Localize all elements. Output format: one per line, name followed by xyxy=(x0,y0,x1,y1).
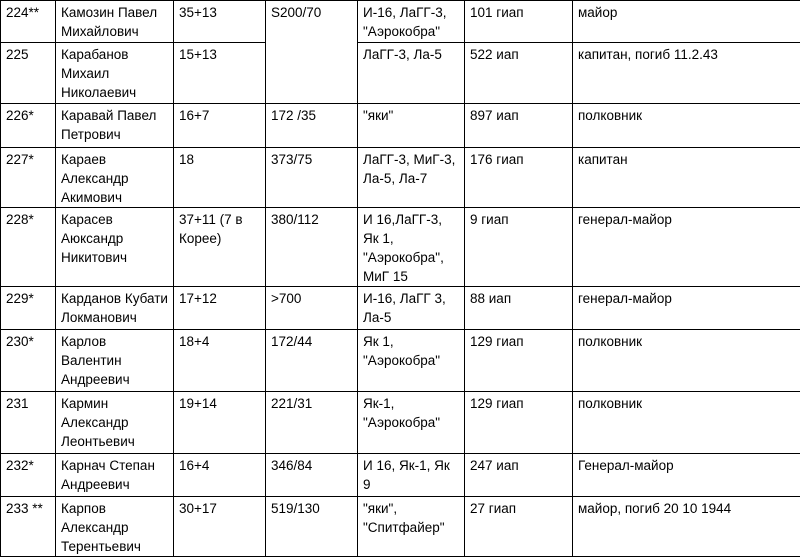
cell-regiment: 101 гиап xyxy=(465,1,573,43)
cell-name: Караев Александр Акимович xyxy=(56,148,174,208)
cell-name: Каравай Павел Петрович xyxy=(56,104,174,148)
cell-victories: 18 xyxy=(174,148,266,208)
cell-regiment: 129 гиап xyxy=(465,392,573,454)
cell-sorties: 172/44 xyxy=(266,330,358,392)
cell-victories: 37+11 (7 в Корее) xyxy=(174,208,266,287)
cell-number: 228* xyxy=(1,208,56,287)
cell-aircraft: Як-1, "Аэрокобра" xyxy=(358,392,465,454)
cell-regiment: 88 иап xyxy=(465,287,573,330)
cell-victories: 35+13 xyxy=(174,1,266,43)
cell-sorties xyxy=(266,43,358,104)
cell-sorties: 221/31 xyxy=(266,392,358,454)
cell-number: 233 ** xyxy=(1,497,56,557)
cell-name: Карлов Валентин Андреевич xyxy=(56,330,174,392)
cell-victories: 30+17 xyxy=(174,497,266,557)
table-row xyxy=(1,148,800,208)
table-row xyxy=(1,454,800,497)
cell-rank: Генерал-майор xyxy=(573,454,800,497)
cell-victories: 15+13 xyxy=(174,43,266,104)
cell-rank: майор, погиб 20 10 1944 xyxy=(573,497,800,557)
cell-sorties: >700 xyxy=(266,287,358,330)
cell-number: 225 xyxy=(1,43,56,104)
cell-number: 226* xyxy=(1,104,56,148)
cell-rank: капитан xyxy=(573,148,800,208)
cell-aircraft: "яки" xyxy=(358,104,465,148)
cell-aircraft: И-16, ЛаГГ 3, Ла-5 xyxy=(358,287,465,330)
cell-number: 230* xyxy=(1,330,56,392)
cell-victories: 19+14 xyxy=(174,392,266,454)
cell-number: 227* xyxy=(1,148,56,208)
table-row xyxy=(1,1,800,43)
cell-sorties: S200/70 xyxy=(266,1,358,43)
cell-rank: генерал-майор xyxy=(573,287,800,330)
cell-victories: 17+12 xyxy=(174,287,266,330)
cell-name: Карданов Кубати Локманович xyxy=(56,287,174,330)
cell-aircraft: И 16, Як-1, Як 9 xyxy=(358,454,465,497)
cell-regiment: 129 гиап xyxy=(465,330,573,392)
cell-rank: полковник xyxy=(573,104,800,148)
cell-name: Камозин Павел Михайлович xyxy=(56,1,174,43)
cell-rank: генерал-майор xyxy=(573,208,800,287)
cell-name: Карасев Аюксандр Никитович xyxy=(56,208,174,287)
cell-number: 229* xyxy=(1,287,56,330)
cell-victories: 16+7 xyxy=(174,104,266,148)
cell-aircraft: ЛаГГ-3, МиГ-3, Ла-5, Ла-7 xyxy=(358,148,465,208)
cell-name: Карпов Александр Терентьевич xyxy=(56,497,174,557)
cell-sorties: 519/130 xyxy=(266,497,358,557)
cell-rank: полковник xyxy=(573,330,800,392)
table-row xyxy=(1,497,800,557)
cell-aircraft: "яки", "Спитфайер" xyxy=(358,497,465,557)
cell-rank: капитан, погиб 11.2.43 xyxy=(573,43,800,104)
table-row xyxy=(1,104,800,148)
table-row xyxy=(1,208,800,287)
cell-rank: полковник xyxy=(573,392,800,454)
cell-regiment: 27 гиап xyxy=(465,497,573,557)
cell-victories: 18+4 xyxy=(174,330,266,392)
cell-name: Карабанов Михаил Николаевич xyxy=(56,43,174,104)
cell-sorties: 380/112 xyxy=(266,208,358,287)
cell-regiment: 522 иап xyxy=(465,43,573,104)
cell-rank: майор xyxy=(573,1,800,43)
cell-aircraft: И-16, ЛаГГ-3, "Аэрокобра" xyxy=(358,1,465,43)
cell-aircraft: И 16,ЛаГГ-3, Як 1, "Аэрокобра", МиГ 15 xyxy=(358,208,465,287)
table-row xyxy=(1,330,800,392)
cell-name: Карнач Степан Андреевич xyxy=(56,454,174,497)
cell-number: 224** xyxy=(1,1,56,43)
cell-victories: 16+4 xyxy=(174,454,266,497)
cell-aircraft: ЛаГГ-3, Ла-5 xyxy=(358,43,465,104)
cell-regiment: 176 гиап xyxy=(465,148,573,208)
cell-number: 232* xyxy=(1,454,56,497)
cell-sorties: 172 /35 xyxy=(266,104,358,148)
cell-sorties: 346/84 xyxy=(266,454,358,497)
table-row xyxy=(1,43,800,104)
cell-regiment: 897 иап xyxy=(465,104,573,148)
cell-regiment: 247 иап xyxy=(465,454,573,497)
cell-name: Кармин Александр Леонтьевич xyxy=(56,392,174,454)
cell-number: 231 xyxy=(1,392,56,454)
table-row xyxy=(1,287,800,330)
cell-regiment: 9 гиап xyxy=(465,208,573,287)
cell-aircraft: Як 1, "Аэрокобра" xyxy=(358,330,465,392)
cell-sorties: 373/75 xyxy=(266,148,358,208)
table-row xyxy=(1,392,800,454)
